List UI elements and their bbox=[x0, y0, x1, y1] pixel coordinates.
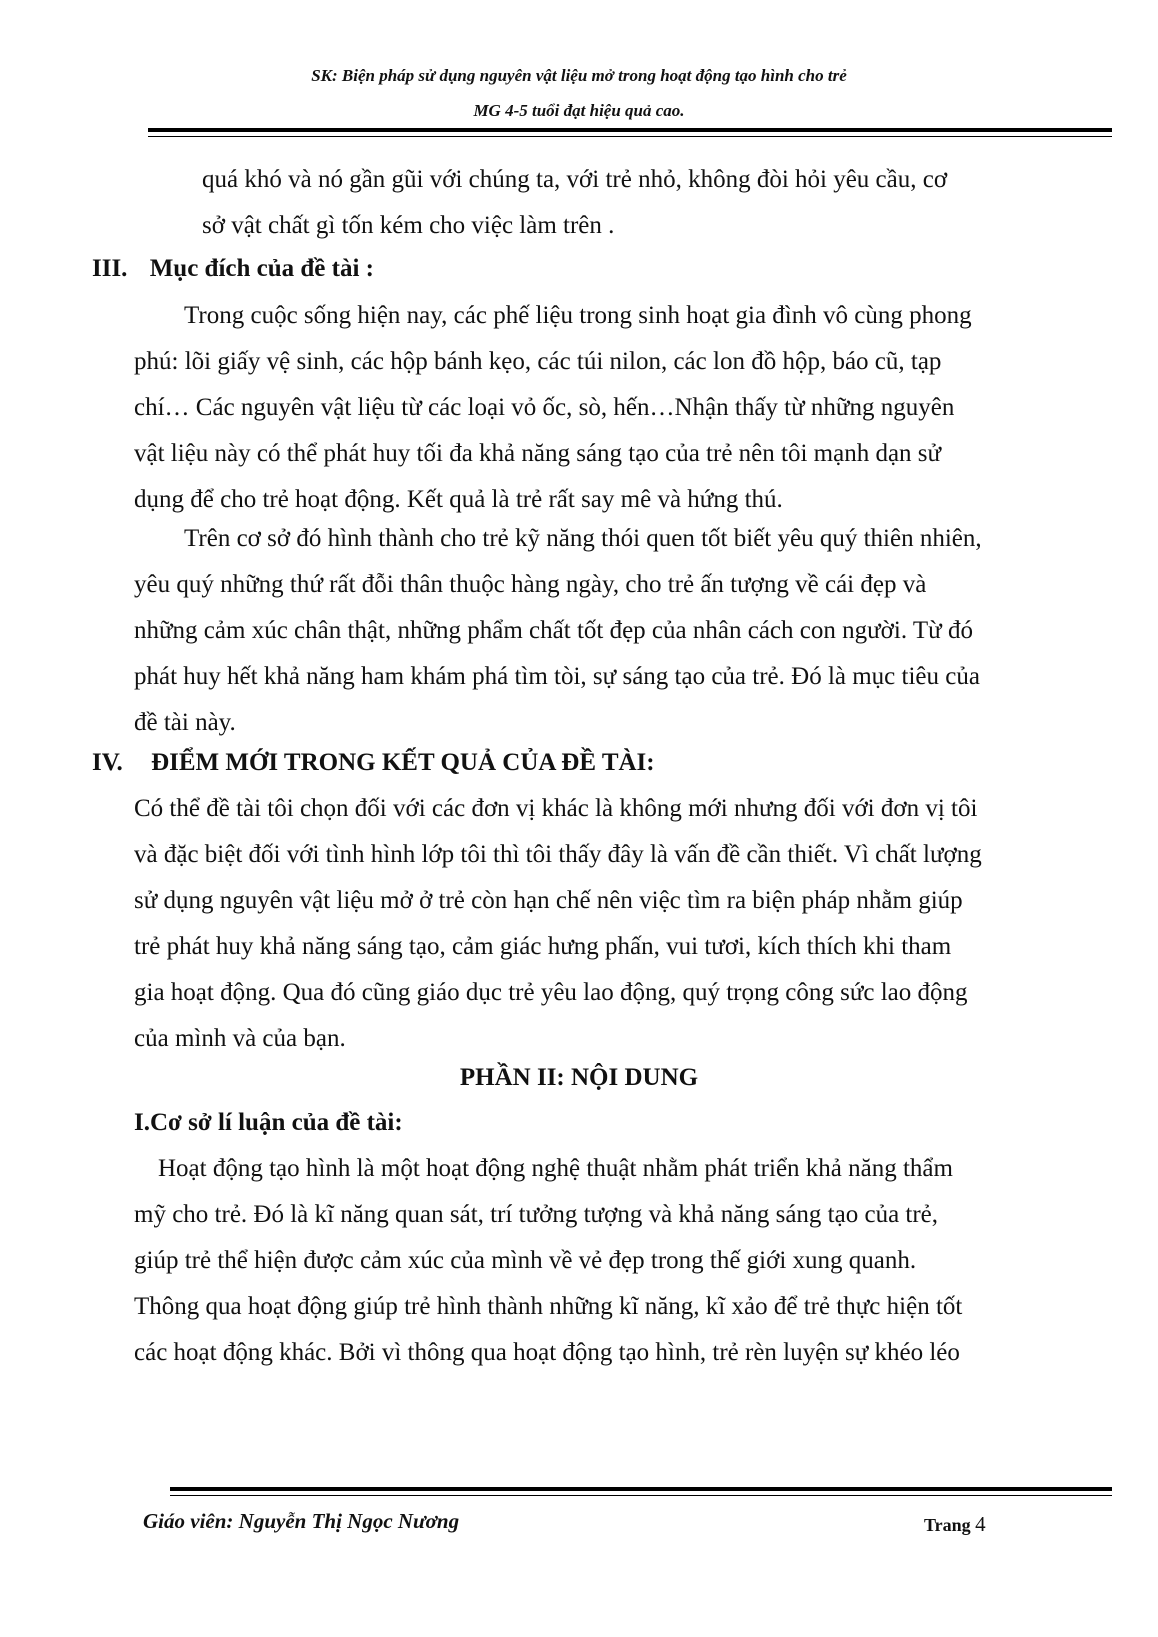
section-i-heading: I.Cơ sở lí luận của đề tài: bbox=[134, 1109, 403, 1136]
text-line: Thông qua hoạt động giúp trẻ hình thành những kĩ năng, kĩ xảo để trẻ thực hiện tốt bbox=[134, 1293, 963, 1320]
text-line: phát huy hết khả năng ham khám phá tìm tòi, sự sáng tạo của trẻ. Đó là mục tiêu của bbox=[134, 663, 980, 690]
footer-rule-thin bbox=[170, 1495, 1112, 1496]
header-title-line2: MG 4-5 tuổi đạt hiệu quả cao. bbox=[473, 101, 685, 120]
section-4-paragraph bbox=[134, 786, 1022, 1062]
footer-teacher-name: Giáo viên: Nguyễn Thị Ngọc Nương bbox=[143, 1509, 460, 1533]
text-line: sử dụng nguyên vật liệu mở ở trẻ còn hạn chế nên việc tìm ra biện pháp nhằm giúp bbox=[134, 887, 963, 914]
text-line: Trong cuộc sống hiện nay, các phế liệu trong sinh hoạt gia đình vô cùng phong bbox=[184, 302, 972, 329]
text-line: Hoạt động tạo hình là một hoạt động nghệ thuật nhằm phát triển khả năng thẩm bbox=[158, 1155, 953, 1182]
text-line: và đặc biệt đối với tình hình lớp tôi thì tôi thấy đây là vấn đề cần thiết. Vì chất lượng bbox=[134, 841, 982, 868]
text-line: của mình và của bạn. bbox=[134, 1025, 346, 1052]
continuation-paragraph bbox=[202, 157, 1022, 249]
header-rule-thin bbox=[148, 136, 1112, 137]
section-3-paragraph-1 bbox=[134, 293, 1022, 523]
section-3-heading bbox=[92, 255, 374, 283]
section-4-heading bbox=[92, 749, 655, 777]
text-line: giúp trẻ thể hiện được cảm xúc của mình về vẻ đẹp trong thế giới xung quanh. bbox=[134, 1247, 917, 1274]
footer-rule-thick bbox=[170, 1487, 1112, 1491]
text-line: quá khó và nó gần gũi với chúng ta, với trẻ nhỏ, không đòi hỏi yêu cầu, cơ bbox=[202, 166, 948, 193]
page-number: 4 bbox=[975, 1512, 986, 1536]
page-label: Trang bbox=[924, 1515, 971, 1535]
text-line: phú: lõi giấy vệ sinh, các hộp bánh kẹo, các túi nilon, các lon đồ hộp, báo cũ, tạp bbox=[134, 348, 942, 375]
text-line: những cảm xúc chân thật, những phẩm chất tốt đẹp của nhân cách con người. Từ đó bbox=[134, 617, 973, 644]
text-line: đề tài này. bbox=[134, 709, 236, 736]
section-number: IV. bbox=[92, 749, 123, 776]
section-number: III. bbox=[92, 255, 128, 282]
text-line: dụng để cho trẻ hoạt động. Kết quả là trẻ rất say mê và hứng thú. bbox=[134, 486, 783, 513]
text-line: vật liệu này có thể phát huy tối đa khả năng sáng tạo của trẻ nên tôi mạnh dạn sử bbox=[134, 440, 942, 467]
section-title: ĐIỂM MỚI TRONG KẾT QUẢ CỦA ĐỀ TÀI: bbox=[151, 749, 655, 776]
header-title-line1: SK: Biện pháp sử dụng nguyên vật liệu mở trong hoạt động tạo hình cho trẻ bbox=[311, 66, 847, 85]
text-line: Trên cơ sở đó hình thành cho trẻ kỹ năng thói quen tốt biết yêu quý thiên nhiên, bbox=[184, 525, 982, 552]
text-line: các hoạt động khác. Bởi vì thông qua hoạt động tạo hình, trẻ rèn luyện sự khéo léo bbox=[134, 1339, 960, 1366]
text-line: Có thể đề tài tôi chọn đối với các đơn vị khác là không mới nhưng đối với đơn vị tôi bbox=[134, 795, 978, 822]
header-rule-thick bbox=[148, 128, 1112, 132]
text-line: mỹ cho trẻ. Đó là kĩ năng quan sát, trí tưởng tượng và khả năng sáng tạo của trẻ, bbox=[134, 1201, 939, 1228]
text-line: sở vật chất gì tốn kém cho việc làm trên . bbox=[202, 212, 615, 239]
section-title: Mục đích của đề tài : bbox=[149, 255, 374, 282]
part-2-title: PHẦN II: NỘI DUNG bbox=[459, 1064, 699, 1091]
text-line: gia hoạt động. Qua đó cũng giáo dục trẻ yêu lao động, quý trọng công sức lao động bbox=[134, 979, 968, 1006]
text-line: trẻ phát huy khả năng sáng tạo, cảm giác hưng phấn, vui tươi, kích thích khi tham bbox=[134, 933, 952, 960]
footer-page bbox=[924, 1512, 986, 1537]
text-line: yêu quý những thứ rất đỗi thân thuộc hàng ngày, cho trẻ ấn tượng về cái đẹp và bbox=[134, 571, 927, 598]
section-3-paragraph-2 bbox=[134, 516, 1022, 746]
section-i-paragraph bbox=[134, 1146, 1022, 1376]
text-line: chí… Các nguyên vật liệu từ các loại vỏ ốc, sò, hến…Nhận thấy từ những nguyên bbox=[134, 394, 955, 421]
